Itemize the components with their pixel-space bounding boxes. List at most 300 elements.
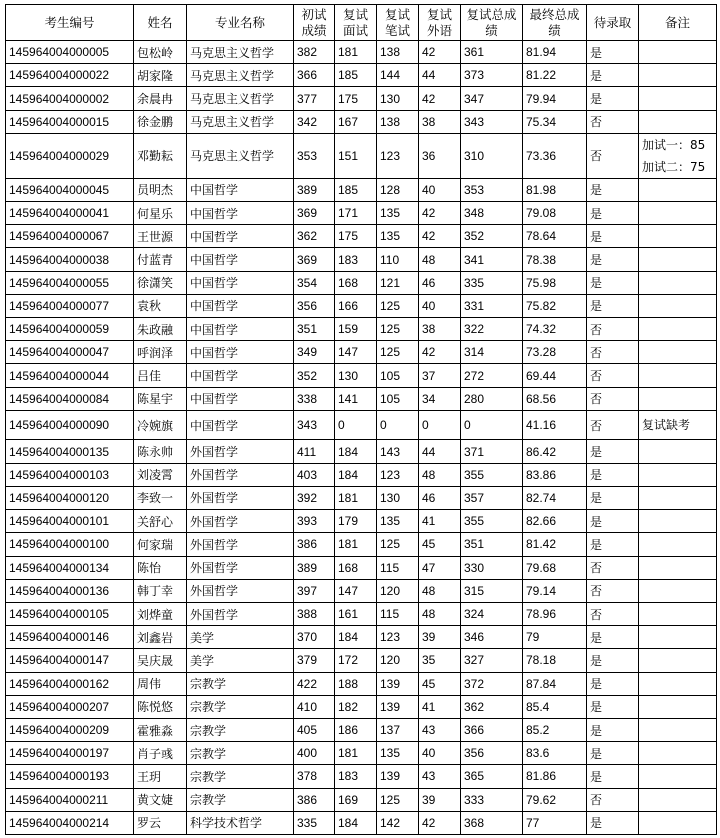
- table-row: [6, 718, 717, 741]
- cell-initial-score: 354: [294, 271, 335, 294]
- cell-initial-score: 422: [294, 672, 335, 695]
- cell-final-total: 69.44: [523, 364, 587, 387]
- cell-initial-score: 379: [294, 649, 335, 672]
- cell-name: 罗云: [134, 811, 187, 834]
- cell-name: 关舒心: [134, 510, 187, 533]
- cell-candidate-id: 145964004000101: [6, 510, 134, 533]
- cell-major: 中国哲学: [187, 294, 294, 317]
- cell-major: 中国哲学: [187, 271, 294, 294]
- cell-major: 外国哲学: [187, 602, 294, 625]
- table-row: [6, 178, 717, 201]
- cell-remark: [639, 225, 717, 248]
- cell-retest-total: 324: [461, 602, 523, 625]
- cell-admission-status: 否: [587, 110, 639, 133]
- cell-written-score: 120: [377, 649, 419, 672]
- cell-major: 美学: [187, 626, 294, 649]
- table-row: [6, 533, 717, 556]
- cell-candidate-id: 145964004000214: [6, 811, 134, 834]
- cell-name: 包松岭: [134, 41, 187, 64]
- cell-interview-score: 147: [335, 579, 377, 602]
- cell-interview-score: 168: [335, 271, 377, 294]
- table-row: [6, 410, 717, 440]
- cell-foreign-language-score: 43: [419, 718, 461, 741]
- cell-final-total: 79.68: [523, 556, 587, 579]
- cell-interview-score: 175: [335, 225, 377, 248]
- cell-initial-score: 389: [294, 556, 335, 579]
- cell-major: 马克思主义哲学: [187, 41, 294, 64]
- cell-final-total: 79: [523, 626, 587, 649]
- cell-initial-score: 382: [294, 41, 335, 64]
- cell-initial-score: 369: [294, 248, 335, 271]
- table-row: [6, 387, 717, 410]
- cell-admission-status: 是: [587, 811, 639, 834]
- cell-written-score: 110: [377, 248, 419, 271]
- cell-major: 外国哲学: [187, 486, 294, 509]
- cell-major: 中国哲学: [187, 202, 294, 225]
- cell-retest-total: 315: [461, 579, 523, 602]
- cell-retest-total: 357: [461, 486, 523, 509]
- cell-major: 外国哲学: [187, 556, 294, 579]
- header-major: 专业名称: [187, 5, 294, 41]
- cell-name: 何家瑞: [134, 533, 187, 556]
- cell-initial-score: 335: [294, 811, 335, 834]
- cell-candidate-id: 145964004000209: [6, 718, 134, 741]
- cell-retest-total: 348: [461, 202, 523, 225]
- cell-foreign-language-score: 37: [419, 364, 461, 387]
- cell-interview-score: 186: [335, 718, 377, 741]
- cell-written-score: 125: [377, 318, 419, 341]
- cell-admission-status: 是: [587, 742, 639, 765]
- cell-remark: [639, 742, 717, 765]
- cell-foreign-language-score: 40: [419, 178, 461, 201]
- cell-remark: [639, 133, 717, 178]
- table-row: [6, 248, 717, 271]
- cell-written-score: 128: [377, 178, 419, 201]
- cell-interview-score: 185: [335, 178, 377, 201]
- cell-interview-score: 159: [335, 318, 377, 341]
- cell-written-score: 115: [377, 602, 419, 625]
- cell-name: 呼润泽: [134, 341, 187, 364]
- cell-retest-total: 335: [461, 271, 523, 294]
- cell-major: 马克思主义哲学: [187, 64, 294, 87]
- table-row: [6, 788, 717, 811]
- table-row: [6, 672, 717, 695]
- cell-candidate-id: 145964004000044: [6, 364, 134, 387]
- cell-interview-score: 185: [335, 64, 377, 87]
- table-row: [6, 811, 717, 834]
- cell-interview-score: 179: [335, 510, 377, 533]
- cell-written-score: 0: [377, 410, 419, 440]
- cell-interview-score: 184: [335, 463, 377, 486]
- cell-initial-score: 378: [294, 765, 335, 788]
- cell-final-total: 78.38: [523, 248, 587, 271]
- cell-admission-status: 否: [587, 387, 639, 410]
- table-row: [6, 626, 717, 649]
- cell-retest-total: 280: [461, 387, 523, 410]
- cell-initial-score: 366: [294, 64, 335, 87]
- cell-remark: [639, 811, 717, 834]
- cell-retest-total: 372: [461, 672, 523, 695]
- cell-retest-total: 346: [461, 626, 523, 649]
- cell-remark: [639, 318, 717, 341]
- cell-name: 陈怡: [134, 556, 187, 579]
- cell-major: 中国哲学: [187, 410, 294, 440]
- cell-retest-total: 331: [461, 294, 523, 317]
- cell-final-total: 85.4: [523, 695, 587, 718]
- cell-candidate-id: 145964004000084: [6, 387, 134, 410]
- cell-interview-score: 184: [335, 440, 377, 463]
- cell-admission-status: 否: [587, 788, 639, 811]
- cell-final-total: 73.36: [523, 133, 587, 178]
- cell-foreign-language-score: 44: [419, 64, 461, 87]
- cell-foreign-language-score: 0: [419, 410, 461, 440]
- cell-final-total: 82.66: [523, 510, 587, 533]
- cell-name: 员明杰: [134, 178, 187, 201]
- cell-candidate-id: 145964004000045: [6, 178, 134, 201]
- table-row: [6, 110, 717, 133]
- cell-written-score: 125: [377, 788, 419, 811]
- cell-name: 周伟: [134, 672, 187, 695]
- cell-remark: [639, 579, 717, 602]
- table-row: [6, 602, 717, 625]
- table-row: [6, 318, 717, 341]
- cell-admission-status: 是: [587, 440, 639, 463]
- cell-candidate-id: 145964004000211: [6, 788, 134, 811]
- cell-foreign-language-score: 42: [419, 87, 461, 110]
- cell-written-score: 105: [377, 387, 419, 410]
- cell-retest-total: 355: [461, 463, 523, 486]
- cell-written-score: 130: [377, 486, 419, 509]
- cell-retest-total: 352: [461, 225, 523, 248]
- cell-admission-status: 否: [587, 133, 639, 178]
- cell-foreign-language-score: 45: [419, 672, 461, 695]
- cell-major: 外国哲学: [187, 440, 294, 463]
- cell-final-total: 74.32: [523, 318, 587, 341]
- cell-name: 邓勤耘: [134, 133, 187, 178]
- cell-retest-total: 0: [461, 410, 523, 440]
- cell-foreign-language-score: 40: [419, 294, 461, 317]
- remark-line: 加试二：75: [642, 159, 706, 174]
- table-row: [6, 440, 717, 463]
- cell-interview-score: 171: [335, 202, 377, 225]
- header-id: 考生编号: [6, 5, 134, 41]
- cell-written-score: 135: [377, 225, 419, 248]
- cell-major: 科学技术哲学: [187, 811, 294, 834]
- cell-admission-status: 否: [587, 602, 639, 625]
- cell-major: 外国哲学: [187, 463, 294, 486]
- header-written-score: 复试笔试: [377, 5, 419, 41]
- cell-candidate-id: 145964004000038: [6, 248, 134, 271]
- header-retest-total: 复试总成绩: [461, 5, 523, 41]
- cell-admission-status: 是: [587, 271, 639, 294]
- cell-foreign-language-score: 48: [419, 602, 461, 625]
- cell-final-total: 75.34: [523, 110, 587, 133]
- cell-retest-total: 353: [461, 178, 523, 201]
- cell-remark: [639, 87, 717, 110]
- cell-remark: [639, 626, 717, 649]
- cell-initial-score: 353: [294, 133, 335, 178]
- cell-final-total: 81.42: [523, 533, 587, 556]
- cell-foreign-language-score: 43: [419, 765, 461, 788]
- cell-initial-score: 405: [294, 718, 335, 741]
- table-row: [6, 225, 717, 248]
- cell-initial-score: 386: [294, 533, 335, 556]
- header-foreign-language-score: 复试外语: [419, 5, 461, 41]
- cell-candidate-id: 145964004000067: [6, 225, 134, 248]
- cell-major: 中国哲学: [187, 225, 294, 248]
- cell-foreign-language-score: 42: [419, 811, 461, 834]
- cell-name: 吕佳: [134, 364, 187, 387]
- cell-final-total: 87.84: [523, 672, 587, 695]
- cell-interview-score: 183: [335, 248, 377, 271]
- cell-candidate-id: 145964004000090: [6, 410, 134, 440]
- cell-name: 袁秋: [134, 294, 187, 317]
- cell-retest-total: 366: [461, 718, 523, 741]
- cell-interview-score: 141: [335, 387, 377, 410]
- cell-remark: [639, 387, 717, 410]
- cell-major: 马克思主义哲学: [187, 133, 294, 178]
- cell-major: 宗教学: [187, 788, 294, 811]
- cell-major: 中国哲学: [187, 178, 294, 201]
- cell-written-score: 142: [377, 811, 419, 834]
- cell-major: 马克思主义哲学: [187, 110, 294, 133]
- cell-candidate-id: 145964004000005: [6, 41, 134, 64]
- cell-initial-score: 377: [294, 87, 335, 110]
- cell-foreign-language-score: 36: [419, 133, 461, 178]
- table-row: [6, 510, 717, 533]
- cell-foreign-language-score: 39: [419, 626, 461, 649]
- cell-remark: [639, 440, 717, 463]
- cell-initial-score: 411: [294, 440, 335, 463]
- cell-final-total: 41.16: [523, 410, 587, 440]
- cell-foreign-language-score: 38: [419, 110, 461, 133]
- cell-remark: [639, 788, 717, 811]
- cell-remark: [639, 271, 717, 294]
- cell-interview-score: 147: [335, 341, 377, 364]
- cell-candidate-id: 145964004000105: [6, 602, 134, 625]
- cell-remark: [639, 364, 717, 387]
- cell-name: 朱政融: [134, 318, 187, 341]
- cell-name: 刘鑫岩: [134, 626, 187, 649]
- cell-initial-score: 393: [294, 510, 335, 533]
- cell-interview-score: 183: [335, 765, 377, 788]
- cell-retest-total: 347: [461, 87, 523, 110]
- admission-results-table: [5, 4, 717, 835]
- cell-initial-score: 352: [294, 364, 335, 387]
- cell-final-total: 78.64: [523, 225, 587, 248]
- cell-foreign-language-score: 42: [419, 341, 461, 364]
- cell-name: 余晨冉: [134, 87, 187, 110]
- remark-line: 加试一：85: [642, 137, 706, 152]
- cell-written-score: 135: [377, 510, 419, 533]
- cell-name: 陈永帅: [134, 440, 187, 463]
- cell-interview-score: 175: [335, 87, 377, 110]
- cell-written-score: 123: [377, 626, 419, 649]
- cell-foreign-language-score: 39: [419, 788, 461, 811]
- cell-final-total: 68.56: [523, 387, 587, 410]
- cell-name: 胡家隆: [134, 64, 187, 87]
- cell-name: 何星乐: [134, 202, 187, 225]
- cell-written-score: 139: [377, 695, 419, 718]
- cell-interview-score: 181: [335, 742, 377, 765]
- cell-admission-status: 是: [587, 178, 639, 201]
- cell-retest-total: 314: [461, 341, 523, 364]
- cell-major: 外国哲学: [187, 579, 294, 602]
- cell-major: 宗教学: [187, 765, 294, 788]
- cell-final-total: 75.98: [523, 271, 587, 294]
- cell-written-score: 125: [377, 341, 419, 364]
- cell-candidate-id: 145964004000134: [6, 556, 134, 579]
- cell-interview-score: 168: [335, 556, 377, 579]
- cell-retest-total: 322: [461, 318, 523, 341]
- cell-initial-score: 338: [294, 387, 335, 410]
- cell-candidate-id: 145964004000120: [6, 486, 134, 509]
- table-row: [6, 649, 717, 672]
- cell-interview-score: 181: [335, 486, 377, 509]
- cell-admission-status: 是: [587, 672, 639, 695]
- cell-admission-status: 是: [587, 533, 639, 556]
- cell-admission-status: 否: [587, 364, 639, 387]
- cell-foreign-language-score: 42: [419, 202, 461, 225]
- cell-admission-status: 是: [587, 294, 639, 317]
- cell-final-total: 78.18: [523, 649, 587, 672]
- cell-foreign-language-score: 35: [419, 649, 461, 672]
- cell-candidate-id: 145964004000207: [6, 695, 134, 718]
- table-row: [6, 133, 717, 178]
- cell-interview-score: 166: [335, 294, 377, 317]
- cell-interview-score: 181: [335, 41, 377, 64]
- cell-final-total: 79.14: [523, 579, 587, 602]
- cell-candidate-id: 145964004000193: [6, 765, 134, 788]
- cell-major: 中国哲学: [187, 341, 294, 364]
- cell-candidate-id: 145964004000077: [6, 294, 134, 317]
- header-interview-score: 复试面试: [335, 5, 377, 41]
- cell-remark: [639, 110, 717, 133]
- cell-admission-status: 是: [587, 202, 639, 225]
- cell-retest-total: 371: [461, 440, 523, 463]
- cell-written-score: 135: [377, 202, 419, 225]
- cell-admission-status: 否: [587, 410, 639, 440]
- cell-remark: [639, 672, 717, 695]
- cell-written-score: 105: [377, 364, 419, 387]
- cell-major: 美学: [187, 649, 294, 672]
- cell-initial-score: 386: [294, 788, 335, 811]
- cell-written-score: 139: [377, 765, 419, 788]
- cell-foreign-language-score: 34: [419, 387, 461, 410]
- cell-retest-total: 343: [461, 110, 523, 133]
- table-row: [6, 202, 717, 225]
- cell-written-score: 123: [377, 133, 419, 178]
- cell-admission-status: 是: [587, 463, 639, 486]
- cell-retest-total: 272: [461, 364, 523, 387]
- cell-written-score: 115: [377, 556, 419, 579]
- cell-interview-score: 151: [335, 133, 377, 178]
- cell-candidate-id: 145964004000022: [6, 64, 134, 87]
- cell-initial-score: 356: [294, 294, 335, 317]
- cell-written-score: 120: [377, 579, 419, 602]
- cell-major: 马克思主义哲学: [187, 87, 294, 110]
- cell-initial-score: 400: [294, 742, 335, 765]
- cell-final-total: 73.28: [523, 341, 587, 364]
- cell-name: 刘烨童: [134, 602, 187, 625]
- table-row: [6, 294, 717, 317]
- table-row: [6, 695, 717, 718]
- cell-final-total: 83.6: [523, 742, 587, 765]
- cell-interview-score: 130: [335, 364, 377, 387]
- table-row: [6, 87, 717, 110]
- cell-initial-score: 389: [294, 178, 335, 201]
- cell-admission-status: 是: [587, 64, 639, 87]
- cell-interview-score: 169: [335, 788, 377, 811]
- cell-remark: [639, 510, 717, 533]
- cell-remark: [639, 202, 717, 225]
- cell-name: 陈悦悠: [134, 695, 187, 718]
- cell-admission-status: 是: [587, 718, 639, 741]
- cell-written-score: 121: [377, 271, 419, 294]
- cell-name: 徐金鹏: [134, 110, 187, 133]
- cell-admission-status: 是: [587, 486, 639, 509]
- cell-admission-status: 否: [587, 341, 639, 364]
- cell-final-total: 81.94: [523, 41, 587, 64]
- cell-foreign-language-score: 42: [419, 225, 461, 248]
- cell-initial-score: 351: [294, 318, 335, 341]
- cell-interview-score: 0: [335, 410, 377, 440]
- cell-foreign-language-score: 46: [419, 271, 461, 294]
- cell-candidate-id: 145964004000015: [6, 110, 134, 133]
- cell-remark: 复试缺考: [639, 410, 717, 440]
- cell-final-total: 77: [523, 811, 587, 834]
- cell-name: 刘凌霄: [134, 463, 187, 486]
- cell-initial-score: 349: [294, 341, 335, 364]
- header-remark: 备注: [639, 5, 717, 41]
- cell-retest-total: 373: [461, 64, 523, 87]
- cell-final-total: 79.62: [523, 788, 587, 811]
- header-final-total: 最终总成绩: [523, 5, 587, 41]
- cell-interview-score: 167: [335, 110, 377, 133]
- cell-remark: [639, 556, 717, 579]
- table-row: [6, 41, 717, 64]
- cell-name: 陈星宇: [134, 387, 187, 410]
- cell-candidate-id: 145964004000047: [6, 341, 134, 364]
- cell-initial-score: 397: [294, 579, 335, 602]
- cell-name: 韩丁幸: [134, 579, 187, 602]
- cell-final-total: 81.98: [523, 178, 587, 201]
- cell-remark: [639, 718, 717, 741]
- cell-written-score: 137: [377, 718, 419, 741]
- cell-final-total: 81.22: [523, 64, 587, 87]
- cell-candidate-id: 145964004000029: [6, 133, 134, 178]
- cell-final-total: 79.08: [523, 202, 587, 225]
- cell-foreign-language-score: 44: [419, 440, 461, 463]
- cell-interview-score: 182: [335, 695, 377, 718]
- cell-foreign-language-score: 46: [419, 486, 461, 509]
- cell-final-total: 81.86: [523, 765, 587, 788]
- cell-name: 黄文婕: [134, 788, 187, 811]
- cell-candidate-id: 145964004000135: [6, 440, 134, 463]
- cell-written-score: 138: [377, 110, 419, 133]
- cell-remark: [639, 178, 717, 201]
- cell-admission-status: 是: [587, 626, 639, 649]
- cell-interview-score: 181: [335, 533, 377, 556]
- cell-initial-score: 388: [294, 602, 335, 625]
- cell-admission-status: 否: [587, 579, 639, 602]
- header-initial-score: 初试成绩: [294, 5, 335, 41]
- cell-candidate-id: 145964004000059: [6, 318, 134, 341]
- cell-candidate-id: 145964004000055: [6, 271, 134, 294]
- table-row: [6, 64, 717, 87]
- cell-remark: [639, 294, 717, 317]
- cell-name: 冷婉旗: [134, 410, 187, 440]
